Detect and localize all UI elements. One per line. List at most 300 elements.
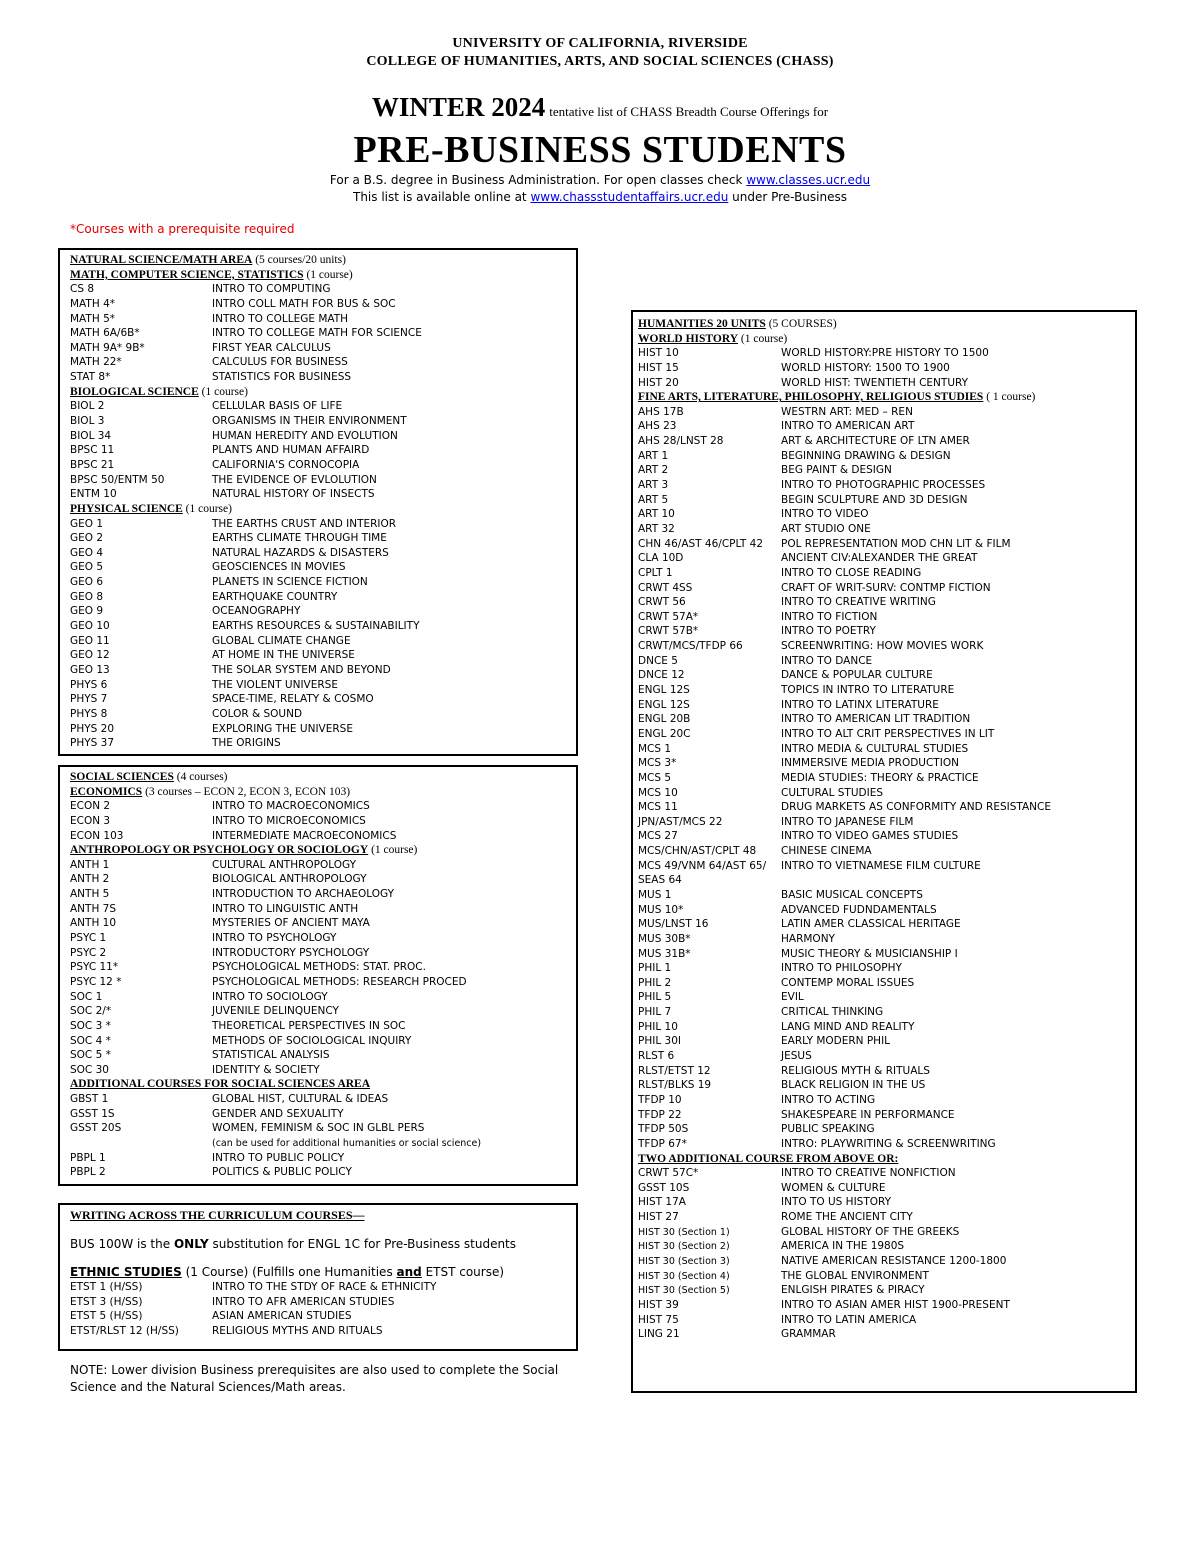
course-title: SHAKESPEARE IN PERFORMANCE bbox=[781, 1108, 955, 1121]
course-code: HIST 10 bbox=[638, 347, 679, 360]
course-title: INTRO TO VIDEO GAMES STUDIES bbox=[781, 830, 959, 843]
course-title: BLACK RELIGION IN THE US bbox=[781, 1079, 926, 1092]
course-row bbox=[70, 560, 576, 575]
bus-text-post: substitution for ENGL 1C for Pre-Business students bbox=[208, 1236, 517, 1251]
course-title: INTRO TO POETRY bbox=[781, 625, 876, 638]
course-row bbox=[638, 639, 1135, 654]
course-row bbox=[638, 507, 1135, 522]
course-code: HIST 27 bbox=[638, 1211, 679, 1224]
course-row bbox=[70, 1324, 576, 1339]
course-code: ART 1 bbox=[638, 449, 669, 462]
course-row bbox=[638, 610, 1135, 625]
course-code: PHIL 5 bbox=[638, 991, 672, 1004]
course-title: EARTHQUAKE COUNTRY bbox=[212, 590, 338, 603]
course-row bbox=[638, 961, 1135, 976]
course-row bbox=[638, 624, 1135, 639]
world-history-title: WORLD HISTORY bbox=[638, 332, 739, 345]
course-title: WOMEN, FEMINISM & SOC IN GLBL PERS bbox=[212, 1122, 425, 1135]
course-row bbox=[70, 902, 576, 917]
course-row bbox=[70, 799, 576, 814]
course-row bbox=[70, 458, 576, 473]
course-code: ART 3 bbox=[638, 479, 669, 492]
course-title: INTRO TO LINGUISTIC ANTH bbox=[212, 902, 359, 915]
course-title: BEG PAINT & DESIGN bbox=[781, 464, 892, 477]
course-code: GEO 12 bbox=[70, 649, 110, 662]
course-code: GSST 1S bbox=[70, 1107, 115, 1120]
course-code: CRWT 57A* bbox=[638, 610, 699, 623]
course-row bbox=[638, 800, 1135, 815]
course-title: POL REPRESENTATION MOD CHN LIT & FILM bbox=[781, 537, 1011, 550]
course-title: IDENTITY & SOCIETY bbox=[212, 1063, 320, 1076]
course-title: METHODS OF SOCIOLOGICAL INQUIRY bbox=[212, 1034, 412, 1047]
course-row bbox=[70, 634, 576, 649]
course-code: ENGL 20C bbox=[638, 727, 691, 740]
course-title: CRAFT OF WRIT-SURV: CONTMP FICTION bbox=[781, 581, 991, 594]
course-title: THE EVIDENCE OF EVLOLUTION bbox=[212, 473, 377, 486]
course-title: INTRO TO PSYCHOLOGY bbox=[212, 932, 337, 945]
course-title: DANCE & POPULAR CULTURE bbox=[781, 669, 933, 682]
course-title: CELLULAR BASIS OF LIFE bbox=[212, 400, 343, 413]
course-title: CONTEMP MORAL ISSUES bbox=[781, 976, 915, 989]
course-title: WOMEN & CULTURE bbox=[781, 1181, 886, 1194]
course-title: WESTRN ART: MED – REN bbox=[781, 405, 913, 418]
course-code: SOC 30 bbox=[70, 1063, 109, 1076]
natural-science-box bbox=[58, 248, 578, 756]
course-code: MATH 9A* 9B* bbox=[70, 341, 145, 354]
social-section-title: ECONOMICS bbox=[70, 785, 143, 798]
natural-section-title: BIOLOGICAL SCIENCE bbox=[70, 385, 199, 398]
course-row bbox=[638, 859, 1135, 874]
ethnic-mid: (1 Course) (Fulfills one Humanities bbox=[181, 1265, 397, 1280]
course-row bbox=[70, 326, 576, 341]
course-row bbox=[638, 405, 1135, 420]
course-row bbox=[638, 917, 1135, 932]
info-line-2-text: This list is available online at bbox=[353, 190, 531, 204]
course-code: SOC 3 * bbox=[70, 1019, 111, 1032]
course-row bbox=[70, 1151, 576, 1166]
course-code: PHIL 10 bbox=[638, 1020, 678, 1033]
college-name: COLLEGE OF HUMANITIES, ARTS, AND SOCIAL SCIENCES (CHASS) bbox=[366, 54, 834, 69]
course-code: ART 32 bbox=[638, 522, 675, 535]
course-title: AMERICA IN THE 1980S bbox=[781, 1240, 905, 1253]
natural-science-title: NATURAL SCIENCE/MATH AREA bbox=[70, 254, 253, 266]
course-title: INTRO TO VIDEO bbox=[781, 508, 869, 521]
course-code: ENGL 20B bbox=[638, 713, 691, 726]
course-code: PHYS 6 bbox=[70, 678, 108, 691]
bus-substitution-row bbox=[70, 1237, 576, 1252]
fine-arts-title: FINE ARTS, LITERATURE, PHILOSOPHY, RELIGIOUS STUDIES bbox=[638, 391, 984, 404]
course-row bbox=[638, 522, 1135, 537]
course-row bbox=[638, 1034, 1135, 1049]
course-code: GSST 20S bbox=[70, 1122, 122, 1135]
bus-text-only: ONLY bbox=[173, 1236, 209, 1251]
course-row bbox=[70, 916, 576, 931]
course-row bbox=[638, 463, 1135, 478]
writing-curriculum-box bbox=[58, 1203, 578, 1351]
course-row bbox=[638, 903, 1135, 918]
course-row bbox=[70, 1295, 576, 1310]
course-title: INTRO TO AMERICAN LIT TRADITION bbox=[781, 713, 971, 726]
course-code: GEO 6 bbox=[70, 576, 104, 589]
course-code: BPSC 11 bbox=[70, 444, 115, 457]
course-title: INTRO TO PHOTOGRAPHIC PROCESSES bbox=[781, 479, 986, 492]
course-title: WORLD HISTORY: 1500 TO 1900 bbox=[781, 361, 950, 374]
course-row bbox=[638, 698, 1135, 713]
course-row bbox=[638, 976, 1135, 991]
course-row bbox=[638, 1122, 1135, 1137]
course-title: NATURAL HAZARDS & DISASTERS bbox=[212, 546, 389, 559]
course-code: PHIL 1 bbox=[638, 962, 672, 975]
course-row bbox=[638, 1283, 1135, 1298]
course-title: BEGINNING DRAWING & DESIGN bbox=[781, 449, 951, 462]
course-row bbox=[638, 346, 1135, 361]
course-row bbox=[70, 282, 576, 297]
course-code: GEO 5 bbox=[70, 561, 104, 574]
course-title: RELIGIOUS MYTH & RITUALS bbox=[781, 1064, 930, 1077]
course-code: PBPL 1 bbox=[70, 1151, 106, 1164]
natural-section-title-row bbox=[70, 385, 576, 400]
course-row bbox=[638, 786, 1135, 801]
course-code: MATH 4* bbox=[70, 297, 116, 310]
course-title: EARTHS RESOURCES & SUSTAINABILITY bbox=[212, 620, 420, 633]
course-row bbox=[638, 376, 1135, 391]
course-title: CRITICAL THINKING bbox=[781, 1006, 884, 1019]
fine-arts-title-row bbox=[638, 390, 1135, 405]
course-row bbox=[70, 692, 576, 707]
course-title: INTRO TO FICTION bbox=[781, 610, 878, 623]
course-title: INTRO TO DANCE bbox=[781, 654, 873, 667]
course-row bbox=[70, 473, 576, 488]
course-row bbox=[638, 683, 1135, 698]
course-code: TFDP 67* bbox=[638, 1137, 687, 1150]
course-title: THE VIOLENT UNIVERSE bbox=[212, 678, 338, 691]
course-title: BEGIN SCULPTURE AND 3D DESIGN bbox=[781, 493, 968, 506]
course-title: THE ORIGINS bbox=[212, 737, 281, 750]
course-code: TFDP 22 bbox=[638, 1108, 682, 1121]
course-title: ADVANCED FUDNDAMENTALS bbox=[781, 903, 937, 916]
course-code: PHYS 8 bbox=[70, 707, 108, 720]
course-code: GEO 10 bbox=[70, 620, 110, 633]
course-title: INTRO TO ALT CRIT PERSPECTIVES IN LIT bbox=[781, 727, 995, 740]
course-code: GBST 1 bbox=[70, 1093, 109, 1106]
course-code: PSYC 2 bbox=[70, 946, 107, 959]
course-row bbox=[638, 668, 1135, 683]
course-title: INTRO TO COLLEGE MATH bbox=[212, 312, 349, 325]
course-row bbox=[70, 872, 576, 887]
humanities-box bbox=[631, 310, 1137, 1393]
wac-title: WRITING ACROSS THE CURRICULUM COURSES— bbox=[70, 1208, 365, 1222]
course-title: INTRO TO COLLEGE MATH FOR SCIENCE bbox=[212, 327, 422, 340]
natural-section-title: MATH, COMPUTER SCIENCE, STATISTICS bbox=[70, 268, 304, 281]
course-title: BASIC MUSICAL CONCEPTS bbox=[781, 888, 923, 901]
course-row bbox=[70, 575, 576, 590]
course-title: LANG MIND AND REALITY bbox=[781, 1020, 915, 1033]
course-title: DRUG MARKETS AS CONFORMITY AND RESISTANCE bbox=[781, 801, 1051, 814]
course-row bbox=[638, 1210, 1135, 1225]
course-code: SOC 2/* bbox=[70, 1005, 112, 1018]
course-row bbox=[638, 1181, 1135, 1196]
course-code: ECON 3 bbox=[70, 814, 111, 827]
course-title: INTRO TO VIETNAMESE FILM CULTURE bbox=[781, 859, 981, 872]
course-row bbox=[70, 517, 576, 532]
course-title: NATURAL HISTORY OF INSECTS bbox=[212, 488, 375, 501]
course-title: AT HOME IN THE UNIVERSE bbox=[212, 649, 355, 662]
course-title: TOPICS IN INTRO TO LITERATURE bbox=[781, 684, 955, 697]
course-code: HIST 30 (Section 3) bbox=[638, 1256, 730, 1267]
course-code: ECON 2 bbox=[70, 800, 111, 813]
course-title: INTRO TO COMPUTING bbox=[212, 283, 331, 296]
course-row bbox=[638, 1078, 1135, 1093]
course-title: INTRO TO SOCIOLOGY bbox=[212, 990, 328, 1003]
course-row bbox=[638, 888, 1135, 903]
course-code: BIOL 2 bbox=[70, 400, 105, 413]
course-row bbox=[70, 1019, 576, 1034]
course-code: MCS 27 bbox=[638, 830, 678, 843]
course-code: BPSC 21 bbox=[70, 458, 115, 471]
course-row bbox=[638, 1064, 1135, 1079]
course-title: HUMAN HEREDITY AND EVOLUTION bbox=[212, 429, 398, 442]
social-section-title-row bbox=[70, 1077, 576, 1092]
course-code: MUS/LNST 16 bbox=[638, 918, 709, 931]
course-title: EXPLORING THE UNIVERSE bbox=[212, 722, 353, 735]
natural-science-title-row bbox=[70, 253, 576, 268]
course-code: CRWT/MCS/TFDP 66 bbox=[638, 640, 743, 653]
course-title: SPACE-TIME, RELATY & COSMO bbox=[212, 693, 374, 706]
course-title: ART STUDIO ONE bbox=[781, 522, 871, 535]
course-code: ECON 103 bbox=[70, 829, 124, 842]
course-title: INTRO MEDIA & CULTURAL STUDIES bbox=[781, 742, 969, 755]
course-row bbox=[70, 546, 576, 561]
course-title: THEORETICAL PERSPECTIVES IN SOC bbox=[212, 1019, 406, 1032]
world-history-title-note: (1 course) bbox=[738, 332, 788, 345]
course-title: INTRO TO LATINX LITERATURE bbox=[781, 698, 939, 711]
course-row bbox=[70, 736, 576, 751]
course-title: PLANTS AND HUMAN AFFAIRD bbox=[212, 444, 370, 457]
course-title: JESUS bbox=[781, 1050, 812, 1063]
course-code: MUS 10* bbox=[638, 903, 684, 916]
course-row bbox=[70, 946, 576, 961]
course-title: RELIGIOUS MYTHS AND RITUALS bbox=[212, 1324, 383, 1337]
info-line-2 bbox=[0, 190, 1200, 204]
course-title: INTRO TO CLOSE READING bbox=[781, 566, 922, 579]
course-code: BPSC 50/ENTM 50 bbox=[70, 473, 165, 486]
social-science-title-note: (4 courses) bbox=[173, 771, 228, 783]
course-code: TFDP 50S bbox=[638, 1123, 689, 1136]
course-code: MCS 10 bbox=[638, 786, 678, 799]
course-title: PUBLIC SPEAKING bbox=[781, 1123, 875, 1136]
course-title: CULTURAL STUDIES bbox=[781, 786, 884, 799]
course-code: PHIL 7 bbox=[638, 1006, 672, 1019]
course-title: ASIAN AMERICAN STUDIES bbox=[212, 1310, 352, 1323]
course-row bbox=[70, 722, 576, 737]
course-title: EARTHS CLIMATE THROUGH TIME bbox=[212, 532, 387, 545]
course-code: ANTH 7S bbox=[70, 902, 117, 915]
course-title: WORLD HISTORY:PRE HISTORY TO 1500 bbox=[781, 347, 989, 360]
course-code: BIOL 34 bbox=[70, 429, 112, 442]
course-code: GEO 2 bbox=[70, 532, 104, 545]
course-title: MYSTERIES OF ANCIENT MAYA bbox=[212, 917, 370, 930]
world-history-title-row bbox=[638, 332, 1135, 347]
course-title: INMMERSIVE MEDIA PRODUCTION bbox=[781, 757, 959, 770]
course-code: PSYC 1 bbox=[70, 932, 107, 945]
course-title: SCREENWRITING: HOW MOVIES WORK bbox=[781, 640, 984, 653]
course-row bbox=[638, 1225, 1135, 1240]
course-row bbox=[638, 1298, 1135, 1313]
ethnic-and: and bbox=[396, 1265, 422, 1280]
course-title: THE GLOBAL ENVIRONMENT bbox=[781, 1269, 929, 1282]
course-code: ETST 3 (H/SS) bbox=[70, 1295, 143, 1308]
course-title: GLOBAL HISTORY OF THE GREEKS bbox=[781, 1225, 960, 1238]
course-code: CRWT 4SS bbox=[638, 581, 693, 594]
course-row bbox=[638, 932, 1135, 947]
humanities-title-note: (5 COURSES) bbox=[765, 318, 837, 330]
course-code: MUS 30B* bbox=[638, 932, 691, 945]
course-row bbox=[70, 960, 576, 975]
course-code: HIST 20 bbox=[638, 376, 679, 389]
course-code: LING 21 bbox=[638, 1328, 680, 1341]
course-code: JPN/AST/MCS 22 bbox=[638, 815, 723, 828]
course-title: EVIL bbox=[781, 991, 804, 1004]
course-code: CRWT 57C* bbox=[638, 1167, 699, 1180]
course-code: HIST 39 bbox=[638, 1298, 679, 1311]
course-code: GSST 10S bbox=[638, 1181, 690, 1194]
course-title: INTRODUCTION TO ARCHAEOLOGY bbox=[212, 888, 395, 901]
course-row bbox=[70, 355, 576, 370]
course-title: INTRO TO CREATIVE NONFICTION bbox=[781, 1167, 956, 1180]
course-row bbox=[638, 1005, 1135, 1020]
course-title: JUVENILE DELINQUENCY bbox=[212, 1005, 339, 1018]
course-code: SOC 4 * bbox=[70, 1034, 111, 1047]
course-title: INTRO TO MACROECONOMICS bbox=[212, 800, 370, 813]
course-row bbox=[638, 815, 1135, 830]
course-row bbox=[638, 1327, 1135, 1342]
course-row bbox=[70, 858, 576, 873]
course-code: HIST 30 (Section 5) bbox=[638, 1285, 730, 1297]
course-code: GEO 13 bbox=[70, 663, 110, 676]
course-row bbox=[70, 341, 576, 356]
course-row bbox=[638, 595, 1135, 610]
course-row bbox=[70, 990, 576, 1005]
course-title: WORLD HIST: TWENTIETH CENTURY bbox=[781, 376, 969, 389]
course-row bbox=[638, 566, 1135, 581]
course-row bbox=[638, 493, 1135, 508]
course-row bbox=[70, 297, 576, 312]
course-row bbox=[70, 1034, 576, 1049]
course-row bbox=[70, 678, 576, 693]
course-title: POLITICS & PUBLIC POLICY bbox=[212, 1166, 352, 1179]
course-row bbox=[70, 829, 576, 844]
ethnic-course-list bbox=[70, 1280, 576, 1339]
humanities-title: HUMANITIES 20 UNITS bbox=[638, 318, 766, 330]
course-code: ART 10 bbox=[638, 508, 675, 521]
course-row bbox=[638, 1195, 1135, 1210]
course-code: MUS 31B* bbox=[638, 947, 691, 960]
course-title: INTRO TO AFR AMERICAN STUDIES bbox=[212, 1295, 395, 1308]
course-title: INTRO TO LATIN AMERICA bbox=[781, 1313, 917, 1326]
course-code: SEAS 64 bbox=[638, 874, 682, 887]
course-code: RLST/BLKS 19 bbox=[638, 1079, 712, 1092]
course-row bbox=[638, 1049, 1135, 1064]
course-code: HIST 15 bbox=[638, 361, 679, 374]
course-title: INTRO COLL MATH FOR BUS & SOC bbox=[212, 297, 396, 310]
course-title: THE SOLAR SYSTEM AND BEYOND bbox=[212, 663, 391, 676]
course-code: HIST 75 bbox=[638, 1313, 679, 1326]
course-code: MATH 6A/6B* bbox=[70, 327, 140, 340]
course-code: HIST 30 (Section 1) bbox=[638, 1226, 730, 1238]
course-title: INTRO: PLAYWRITING & SCREENWRITING bbox=[781, 1137, 996, 1150]
course-title: ART & ARCHITECTURE OF LTN AMER bbox=[781, 435, 970, 448]
student-affairs-link[interactable]: www.chassstudentaffairs.ucr.edu bbox=[530, 190, 729, 204]
course-row bbox=[638, 1269, 1135, 1284]
course-title: OCEANOGRAPHY bbox=[212, 605, 301, 618]
course-row bbox=[70, 429, 576, 444]
course-row bbox=[70, 619, 576, 634]
course-title: INTO TO US HISTORY bbox=[781, 1196, 892, 1209]
natural-science-title-note: (5 courses/20 units) bbox=[252, 254, 346, 266]
course-row bbox=[638, 829, 1135, 844]
course-title: INTRODUCTORY PSYCHOLOGY bbox=[212, 946, 370, 959]
course-title: ROME THE ANCIENT CITY bbox=[781, 1211, 913, 1224]
course-row bbox=[638, 654, 1135, 669]
course-code: MCS 5 bbox=[638, 771, 672, 784]
course-title: GENDER AND SEXUALITY bbox=[212, 1107, 344, 1120]
bus-text-pre: BUS 100W is the bbox=[70, 1236, 174, 1251]
course-title: INTRO TO ACTING bbox=[781, 1093, 876, 1106]
course-title: PSYCHOLOGICAL METHODS: STAT. PROC. bbox=[212, 961, 426, 974]
course-row bbox=[638, 1020, 1135, 1035]
course-title: CALCULUS FOR BUSINESS bbox=[212, 356, 348, 369]
course-code: PSYC 12 * bbox=[70, 975, 122, 988]
course-row bbox=[638, 844, 1135, 859]
course-code: SOC 1 bbox=[70, 990, 103, 1003]
course-row bbox=[638, 873, 1135, 888]
social-section-title-note: (1 course) bbox=[368, 844, 418, 857]
course-title: CULTURAL ANTHROPOLOGY bbox=[212, 858, 357, 871]
classes-link[interactable]: www.classes.ucr.edu bbox=[746, 173, 871, 187]
prerequisite-note: *Courses with a prerequisite required bbox=[70, 222, 295, 236]
course-code: ENGL 12S bbox=[638, 684, 690, 697]
course-row bbox=[638, 1137, 1135, 1152]
course-row bbox=[70, 1121, 576, 1136]
course-title: GLOBAL HIST, CULTURAL & IDEAS bbox=[212, 1093, 389, 1106]
course-title: BIOLOGICAL ANTHROPOLOGY bbox=[212, 873, 367, 886]
course-row bbox=[638, 712, 1135, 727]
course-title: MEDIA STUDIES: THEORY & PRACTICE bbox=[781, 771, 979, 784]
humanities-title-row bbox=[638, 317, 1135, 332]
social-section-title-note: (3 courses – ECON 2, ECON 3, ECON 103) bbox=[142, 785, 351, 798]
course-code: CPLT 1 bbox=[638, 566, 673, 579]
course-code: ETST 5 (H/SS) bbox=[70, 1310, 143, 1323]
course-code: MATH 5* bbox=[70, 312, 116, 325]
course-code: ENGL 12S bbox=[638, 698, 690, 711]
ethnic-title-row bbox=[70, 1265, 576, 1280]
course-row bbox=[638, 756, 1135, 771]
course-title: ENLGISH PIRATES & PIRACY bbox=[781, 1284, 925, 1297]
natural-section-title-note: (1 course) bbox=[182, 502, 232, 515]
course-title: INTRO TO PHILOSOPHY bbox=[781, 962, 902, 975]
course-row bbox=[70, 399, 576, 414]
course-code: GEO 4 bbox=[70, 546, 104, 559]
course-title: INTRO TO AMERICAN ART bbox=[781, 420, 915, 433]
course-row bbox=[70, 1063, 576, 1078]
two-additional-title-row bbox=[638, 1152, 1135, 1167]
course-code: RLST/ETST 12 bbox=[638, 1064, 711, 1077]
footnote-row bbox=[70, 1136, 576, 1151]
course-code: MCS 1 bbox=[638, 742, 672, 755]
course-title: MUSIC THEORY & MUSICIANSHIP I bbox=[781, 947, 958, 960]
course-row bbox=[70, 1048, 576, 1063]
course-code: PHIL 30I bbox=[638, 1035, 681, 1048]
